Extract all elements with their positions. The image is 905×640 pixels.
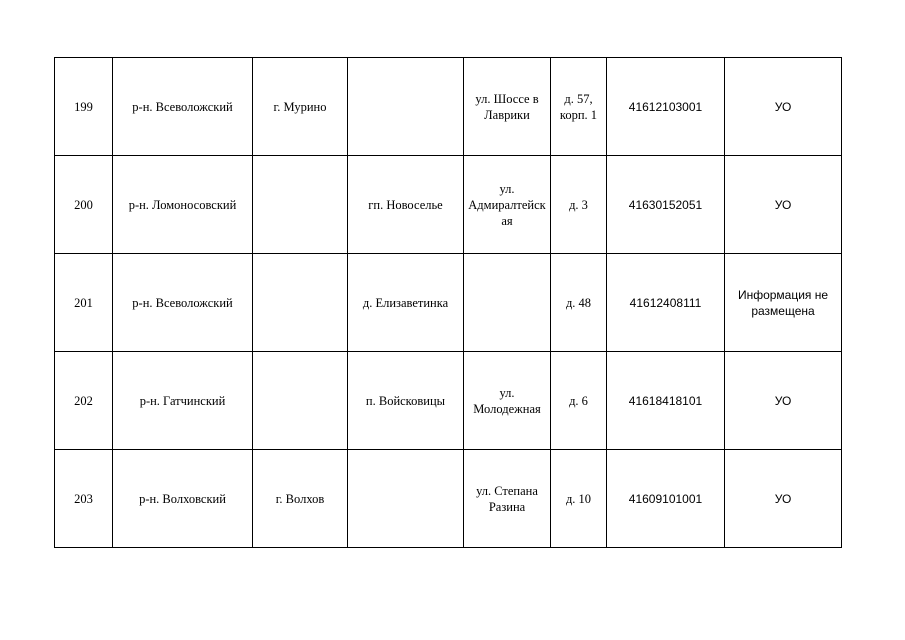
house-cell: д. 10 [551, 450, 607, 548]
house-cell: д. 48 [551, 254, 607, 352]
city-cell: г. Мурино [253, 58, 348, 156]
row-number: 203 [55, 450, 113, 548]
status-cell: УО [725, 352, 842, 450]
table-row [55, 156, 842, 254]
row-number: 202 [55, 352, 113, 450]
settlement-cell: гп. Новоселье [348, 156, 464, 254]
house-cell: д. 6 [551, 352, 607, 450]
district-cell: р-н. Всеволожский [113, 254, 253, 352]
street-cell [464, 254, 551, 352]
table-row [55, 352, 842, 450]
settlement-cell: п. Войсковицы [348, 352, 464, 450]
table-row [55, 450, 842, 548]
oktmo-code-cell: 41618418101 [607, 352, 725, 450]
oktmo-code-cell: 41609101001 [607, 450, 725, 548]
status-cell: УО [725, 58, 842, 156]
city-cell [253, 352, 348, 450]
oktmo-code-cell: 41612103001 [607, 58, 725, 156]
row-number: 200 [55, 156, 113, 254]
city-cell [253, 156, 348, 254]
settlement-cell: д. Елизаветинка [348, 254, 464, 352]
district-cell: р-н. Гатчинский [113, 352, 253, 450]
row-number: 201 [55, 254, 113, 352]
house-cell: д. 3 [551, 156, 607, 254]
house-cell: д. 57, корп. 1 [551, 58, 607, 156]
status-cell: Информация не размещена [725, 254, 842, 352]
street-cell: ул. Молодежная [464, 352, 551, 450]
district-cell: р-н. Всеволожский [113, 58, 253, 156]
street-cell: ул. Шоссе в Лаврики [464, 58, 551, 156]
table-row [55, 58, 842, 156]
settlement-cell [348, 450, 464, 548]
district-cell: р-н. Ломоносовский [113, 156, 253, 254]
city-cell [253, 254, 348, 352]
status-cell: УО [725, 156, 842, 254]
oktmo-code-cell: 41630152051 [607, 156, 725, 254]
status-cell: УО [725, 450, 842, 548]
city-cell: г. Волхов [253, 450, 348, 548]
table-row [55, 254, 842, 352]
street-cell: ул. Адмиралтейская [464, 156, 551, 254]
oktmo-code-cell: 41612408111 [607, 254, 725, 352]
row-number: 199 [55, 58, 113, 156]
district-cell: р-н. Волховский [113, 450, 253, 548]
settlement-cell [348, 58, 464, 156]
registry-table [54, 57, 842, 548]
street-cell: ул. Степана Разина [464, 450, 551, 548]
